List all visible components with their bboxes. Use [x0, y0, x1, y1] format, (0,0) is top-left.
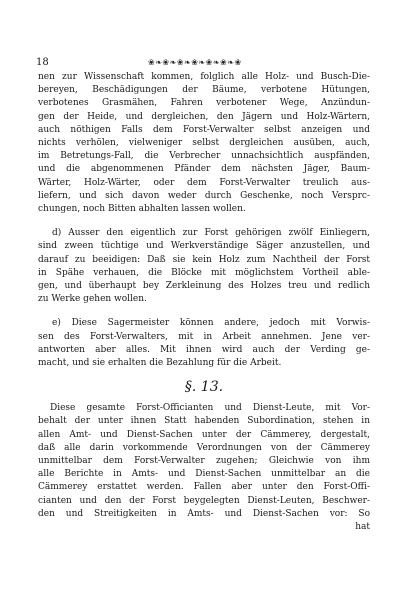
text-line: zu Werke gehen wollen.	[38, 294, 147, 305]
text-line: allen Amt- und Dienst-Sachen unter der Cämmerey, dergestalt,	[38, 429, 370, 440]
text-line: alle Berichte in Amts- und Dienst-Sachen unmittelbar an die	[38, 469, 370, 480]
text-line: den und Streitigkeiten in Amts- und Dienst-Sachen vor: So	[38, 508, 370, 519]
text-line: gen der Heide, und dergleichen, den Jägern und Holz-Wärtern,	[38, 111, 370, 122]
text-line: Diese gesamte Forst-Officianten und Dienst-Leute, mit Vor-	[50, 403, 370, 414]
text-line: gen, und überhaupt bey Zerkleinung des Holzes treu und redlich	[38, 281, 370, 292]
text-line: Wärter, Holz-Wärter, oder dem Forst-Verwalter treulich aus-	[38, 177, 370, 188]
page-number: 18	[36, 57, 49, 68]
paragraph-d	[38, 227, 370, 306]
text-line: nen zur Wissenschaft kommen, folglich alle Holz- und Busch-Die-	[38, 72, 370, 82]
text-line: Cämmerey erstattet werden. Fallen aber unter den Forst-Offi-	[38, 482, 370, 493]
text-line: liefern, und sich davon weder durch Geschenke, noch Versprc-	[38, 190, 370, 201]
paragraph-13	[38, 402, 370, 534]
text-line: auch nöthigen Falls dem Forst-Verwalter selbst anzeigen und	[38, 124, 370, 135]
paragraph-e	[38, 317, 370, 370]
text-line: macht, und sie erhalten die Bezahlung für die Arbeit.	[38, 358, 282, 369]
section-heading: §. 13.	[184, 379, 224, 396]
text-line: sind zween tüchtige und Werkverständige Säger anzustellen, und	[38, 241, 370, 252]
text-line: antworten aber alles. Mit ihnen wird auch der Verding ge-	[38, 344, 370, 355]
text-line: darauf zu beeidigen: Daß sie kein Holz zum Nachtheil der Forst	[38, 254, 370, 265]
text-line: d) Ausser den eigentlich zur Forst gehörigen zwölf Einliegern,	[52, 228, 370, 239]
text-line: und die abgenommenen Pfänder dem nächsten Jäger, Baum-	[38, 164, 370, 175]
text-line: bereyen, Beschädigungen der Bäume, verbotene Hütungen,	[38, 85, 370, 96]
text-line: im Betretungs-Fall, die Verbrecher unnachsichtlich auspfänden,	[38, 151, 370, 162]
body-text	[38, 71, 370, 534]
text-line: unmittelbar dem Forst-Verwalter zugehen; Gleichwie von ihm	[38, 456, 370, 467]
text-line: behalt der unter ihnen Statt habenden Subordination, stehen in	[38, 416, 370, 427]
text-line: chungen, noch Bitten abhalten lassen wollen.	[38, 204, 246, 215]
text-line: sen des Forst-Verwalters, mit in Arbeit annehmen. Jene ver-	[38, 331, 370, 342]
header-ornament: ❀❧❀❧❀❧❀❧❀❧❀❧❀	[148, 58, 242, 67]
text-line: nichts verhölen, vielweniger selbst dergleichen ausüben, auch,	[38, 138, 370, 149]
text-line: daß alle darin vorkommende Verordnungen von der Cämmerey	[38, 442, 370, 453]
text-line: verbotenes Grasmähen, Fahren verbotener Wege, Anzündun-	[38, 98, 370, 109]
text-line: in Spähe verhauen, die Blöcke mit möglichstem Vortheil able-	[38, 267, 370, 278]
paragraph-continuation	[38, 71, 370, 216]
text-line: e) Diese Sagermeister können andere, jedoch mit Vorwis-	[52, 318, 370, 329]
catchword: hat	[355, 522, 370, 533]
text-line: cianten und den der Forst beygelegten Dienst-Leuten, Beschwer-	[38, 495, 370, 506]
